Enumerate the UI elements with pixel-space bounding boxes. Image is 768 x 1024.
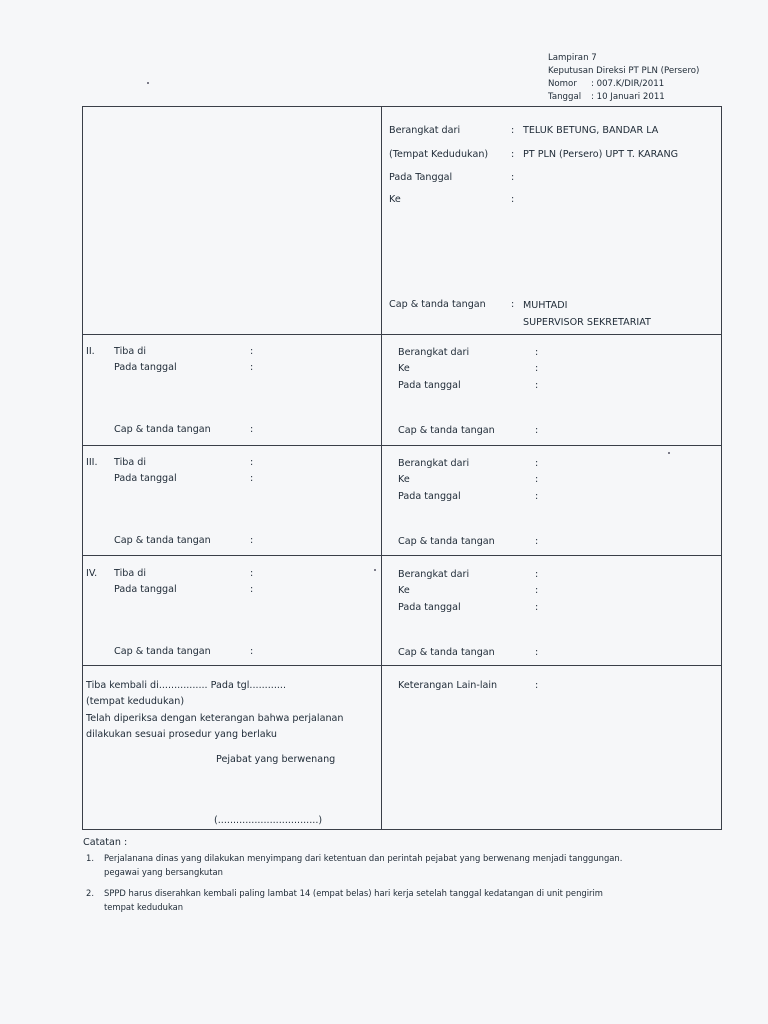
colon: : <box>511 172 515 183</box>
domicile-label: (Tempat Kedudukan) <box>389 149 489 160</box>
decree-label: Keputusan Direksi PT PLN (Persero) <box>548 66 700 76</box>
colon: : <box>511 194 515 205</box>
depart-from-value: TELUK BETUNG, BANDAR LA <box>523 125 659 136</box>
number-label: Nomor <box>548 79 577 89</box>
stop-roman-numeral: IV. <box>86 568 98 579</box>
signer-name: MUHTADI <box>523 300 568 311</box>
arrival-date-label: Pada tanggal <box>114 362 177 373</box>
attachment-header <box>548 52 699 104</box>
arrival-date-label: Pada tanggal <box>114 473 177 484</box>
date-label: Tanggal <box>548 92 582 102</box>
stop-roman-numeral: II. <box>86 346 95 357</box>
colon: : <box>250 584 254 595</box>
colon: : <box>535 380 539 391</box>
decree-date <box>548 91 699 104</box>
colon: : <box>250 424 254 435</box>
departure-stamp-signature-label: Cap & tanda tangan <box>398 425 495 436</box>
note-2-line2: tempat kedudukan <box>104 902 184 912</box>
remarks-label: Keterangan Lain-lain <box>398 680 498 691</box>
scan-speck <box>374 569 376 571</box>
table-divider-4 <box>82 665 722 666</box>
depart-from-label: Berangkat dari <box>398 569 470 580</box>
return-domicile-line: (tempat kedudukan) <box>86 696 185 707</box>
arrival-date-label: Pada tanggal <box>114 584 177 595</box>
return-arrival-line: Tiba kembali di................ Pada tgl............ <box>86 680 287 691</box>
date-value: : 10 Januari 2011 <box>591 92 665 102</box>
colon: : <box>535 569 539 580</box>
table-border-top <box>82 106 722 107</box>
departure-date-label: Pada tanggal <box>398 491 461 502</box>
to-label: Ke <box>389 194 401 205</box>
table-column-divider <box>381 106 382 830</box>
arrival-stamp-signature-label: Cap & tanda tangan <box>114 535 211 546</box>
table-border-right <box>721 106 722 830</box>
colon: : <box>535 602 539 613</box>
scan-speck <box>147 82 149 84</box>
table-divider-2 <box>82 445 722 446</box>
depart-from-label: Berangkat dari <box>389 125 461 136</box>
arrival-stamp-signature-label: Cap & tanda tangan <box>114 424 211 435</box>
colon: : <box>535 536 539 547</box>
colon: : <box>250 535 254 546</box>
on-date-label: Pada Tanggal <box>389 172 453 183</box>
stamp-signature-label: Cap & tanda tangan <box>389 299 486 310</box>
departure-date-label: Pada tanggal <box>398 602 461 613</box>
departure-stamp-signature-label: Cap & tanda tangan <box>398 536 495 547</box>
signer-title: SUPERVISOR SEKRETARIAT <box>523 317 651 328</box>
colon: : <box>535 458 539 469</box>
colon: : <box>250 568 254 579</box>
number-value: : 007.K/DIR/2011 <box>591 79 665 89</box>
colon: : <box>250 473 254 484</box>
return-checked-line: Telah diperiksa dengan keterangan bahwa perjalanan <box>86 713 344 724</box>
depart-from-label: Berangkat dari <box>398 347 470 358</box>
colon: : <box>535 585 539 596</box>
colon: : <box>511 125 515 136</box>
colon: : <box>535 680 539 691</box>
domicile-value: PT PLN (Persero) UPT T. KARANG <box>523 149 679 160</box>
colon: : <box>535 363 539 374</box>
note-2-line1: SPPD harus diserahkan kembali paling lambat 14 (empat belas) hari kerja setelah tanggal kedatangan di unit pengirim <box>104 888 603 898</box>
scan-speck <box>668 452 670 454</box>
to-label: Ke <box>398 585 410 596</box>
table-divider-3 <box>82 555 722 556</box>
departure-date-label: Pada tanggal <box>398 380 461 391</box>
arrive-at-label: Tiba di <box>114 457 147 468</box>
colon: : <box>511 299 515 310</box>
depart-from-label: Berangkat dari <box>398 458 470 469</box>
colon: : <box>535 425 539 436</box>
colon: : <box>250 646 254 657</box>
colon: : <box>250 346 254 357</box>
to-label: Ke <box>398 474 410 485</box>
colon: : <box>535 491 539 502</box>
colon: : <box>535 647 539 658</box>
arrive-at-label: Tiba di <box>114 568 147 579</box>
colon: : <box>250 362 254 373</box>
table-border-left <box>82 106 83 830</box>
return-procedure-line: dilakukan sesuai prosedur yang berlaku <box>86 729 277 740</box>
decree-number <box>548 78 699 91</box>
colon: : <box>250 457 254 468</box>
departure-stamp-signature-label: Cap & tanda tangan <box>398 647 495 658</box>
note-1-number: 1. <box>86 853 94 863</box>
official-signature-blank: (.................................) <box>214 815 323 826</box>
to-label: Ke <box>398 363 410 374</box>
table-divider-1 <box>82 334 722 335</box>
note-2-number: 2. <box>86 888 94 898</box>
colon: : <box>511 149 515 160</box>
table-border-bottom <box>82 829 722 830</box>
stop-roman-numeral: III. <box>86 457 98 468</box>
attachment-label: Lampiran 7 <box>548 53 597 63</box>
arrive-at-label: Tiba di <box>114 346 147 357</box>
notes-title: Catatan : <box>83 837 128 848</box>
arrival-stamp-signature-label: Cap & tanda tangan <box>114 646 211 657</box>
note-1-line1: Perjalanana dinas yang dilakukan menyimpang dari ketentuan dan perintah pejabat yang berwenang menjadi tanggungan. <box>104 853 623 863</box>
note-1-line2: pegawai yang bersangkutan <box>104 867 223 877</box>
authorized-official-label: Pejabat yang berwenang <box>216 754 336 765</box>
colon: : <box>535 474 539 485</box>
colon: : <box>535 347 539 358</box>
